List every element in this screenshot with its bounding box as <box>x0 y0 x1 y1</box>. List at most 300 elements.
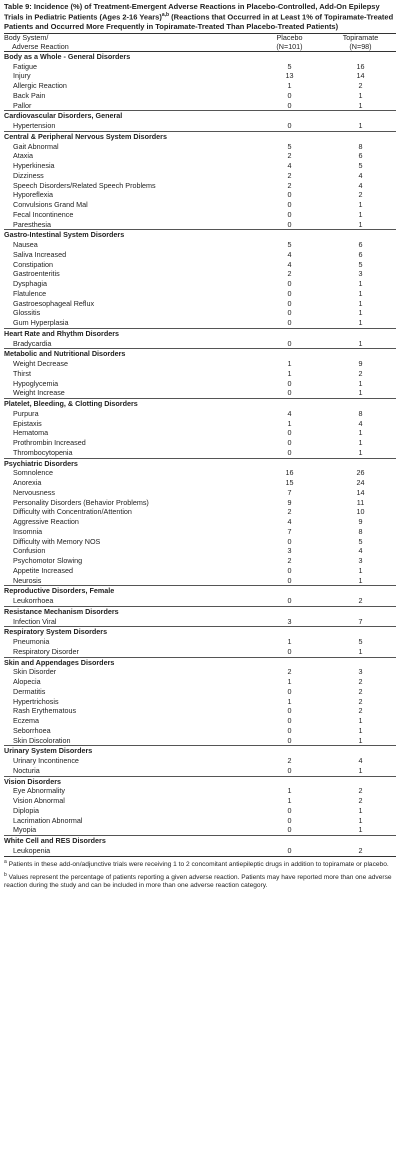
table-row <box>4 527 396 537</box>
topiramate-value: 9 <box>358 517 363 527</box>
placebo-value: 0 <box>287 190 292 200</box>
topiramate-value: 16 <box>356 61 365 71</box>
reaction-name: Infection Viral <box>13 616 57 626</box>
table-row <box>4 726 396 736</box>
topiramate-value: 1 <box>358 575 363 585</box>
section-row <box>4 458 396 468</box>
topiramate-value: 1 <box>358 765 363 775</box>
topiramate-value: 2 <box>358 786 363 796</box>
placebo-value: 2 <box>287 667 292 677</box>
placebo-value: 0 <box>287 735 292 745</box>
reaction-name: Somnolence <box>13 468 53 478</box>
reaction-name: Pallor <box>13 100 32 110</box>
table-body <box>4 51 396 856</box>
table-row <box>4 101 396 111</box>
placebo-value: 16 <box>285 468 294 478</box>
topiramate-value: 1 <box>358 90 363 100</box>
reaction-name: Seborrhoea <box>13 725 51 735</box>
reaction-name: Thirst <box>13 368 31 378</box>
placebo-value: 3 <box>287 616 292 626</box>
table-row <box>4 369 396 379</box>
section-heading: Gastro-Intestinal System Disorders <box>4 230 396 240</box>
table-row <box>4 388 396 398</box>
reaction-name: Gastroesophageal Reflux <box>13 298 95 308</box>
reaction-name: Difficulty with Concentration/Attention <box>13 507 132 517</box>
section-row <box>4 131 396 141</box>
reaction-name: Anorexia <box>13 478 42 488</box>
placebo-value: 2 <box>287 151 292 161</box>
table-row <box>4 121 396 131</box>
table-row <box>4 91 396 101</box>
table-row <box>4 677 396 687</box>
table-title <box>4 2 396 31</box>
table-row <box>4 478 396 488</box>
reaction-name: Confusion <box>13 546 46 556</box>
placebo-value: 5 <box>287 141 292 151</box>
reaction-name: Leukorrhoea <box>13 596 54 606</box>
section-row <box>4 586 396 596</box>
section-row <box>4 51 396 61</box>
reaction-name: Leukopenia <box>4 846 254 856</box>
topiramate-value: 1 <box>358 200 363 210</box>
placebo-value: 0 <box>287 536 292 546</box>
topiramate-value: 1 <box>358 825 363 835</box>
reaction-name: Constipation <box>13 259 53 269</box>
reaction-name: Rash Erythematous <box>13 706 77 716</box>
section-heading: Body as a Whole - General Disorders <box>4 51 396 61</box>
placebo-value: 0 <box>287 298 292 308</box>
table-row <box>4 756 396 766</box>
section-row <box>4 746 396 756</box>
table-row <box>4 81 396 91</box>
topiramate-value: 1 <box>358 308 363 318</box>
table-row <box>4 517 396 527</box>
placebo-value: 0 <box>287 725 292 735</box>
table-row <box>4 71 396 81</box>
table-row <box>4 647 396 657</box>
topiramate-value: 1 <box>358 438 363 448</box>
section-heading: Resistance Mechanism Disorders <box>4 606 396 616</box>
reaction-name: Hypoglycemia <box>13 378 59 388</box>
placebo-value: 1 <box>287 796 292 806</box>
topiramate-value: 1 <box>358 447 363 457</box>
reaction-name: Paresthesia <box>13 219 51 229</box>
reaction-name: Hypertension <box>13 121 56 131</box>
reaction-name: Difficulty with Memory NOS <box>13 536 101 546</box>
topiramate-value: 1 <box>358 565 363 575</box>
table-row <box>4 240 396 250</box>
table-row <box>4 448 396 458</box>
table-row <box>4 786 396 796</box>
placebo-value: 15 <box>285 478 294 488</box>
footnote-b-mark: b <box>4 871 7 878</box>
table-row <box>4 736 396 746</box>
table-row <box>4 667 396 677</box>
topiramate-value: 1 <box>358 815 363 825</box>
table-row <box>4 697 396 707</box>
topiramate-value: 9 <box>358 359 363 369</box>
placebo-value: 1 <box>287 677 292 687</box>
placebo-value: 0 <box>287 716 292 726</box>
table-row <box>4 142 396 152</box>
table-row <box>4 806 396 816</box>
topiramate-value: 2 <box>358 81 363 91</box>
placebo-value: 2 <box>287 756 292 766</box>
reaction-name: Epistaxis <box>13 418 42 428</box>
reaction-name: Thrombocytopenia <box>13 447 73 457</box>
topiramate-value: 1 <box>358 318 363 328</box>
section-heading: White Cell and RES Disorders <box>4 836 396 846</box>
placebo-value: 0 <box>287 428 292 438</box>
table-row <box>4 468 396 478</box>
table-row <box>4 190 396 200</box>
reaction-name: Convulsions Grand Mal <box>13 200 88 210</box>
table-header <box>4 34 396 52</box>
placebo-value: 0 <box>287 200 292 210</box>
footnotes <box>4 859 396 890</box>
placebo-value: 2 <box>287 180 292 190</box>
placebo-value: 0 <box>287 279 292 289</box>
table-row <box>4 181 396 191</box>
placebo-value: 5 <box>287 240 292 250</box>
reaction-name: Saliva Increased <box>13 249 67 259</box>
placebo-value: 0 <box>287 575 292 585</box>
topiramate-value: 14 <box>356 71 365 81</box>
topiramate-value: 8 <box>358 526 363 536</box>
reaction-name: Allergic Reaction <box>13 81 67 91</box>
topiramate-value: 6 <box>358 249 363 259</box>
topiramate-value: 1 <box>358 219 363 229</box>
table-row <box>4 498 396 508</box>
adverse-reactions-table <box>4 33 396 857</box>
table-row <box>4 250 396 260</box>
reaction-name: Fatigue <box>13 61 37 71</box>
topiramate-value: 1 <box>358 298 363 308</box>
reaction-name: Back Pain <box>13 90 46 100</box>
topiramate-value: 1 <box>358 100 363 110</box>
header-adverse-reaction <box>4 43 254 52</box>
section-row <box>4 606 396 616</box>
reaction-name: Urinary Incontinence <box>13 756 79 766</box>
section-heading: Cardiovascular Disorders, General <box>4 111 396 121</box>
placebo-value: 4 <box>287 408 292 418</box>
placebo-value: 4 <box>287 517 292 527</box>
reaction-name: Glossitis <box>13 308 41 318</box>
section-row <box>4 230 396 240</box>
table-row <box>4 816 396 826</box>
placebo-value: 0 <box>287 100 292 110</box>
placebo-value: 0 <box>287 308 292 318</box>
topiramate-value: 1 <box>358 378 363 388</box>
placebo-value: 13 <box>285 71 294 81</box>
section-heading: Skin and Appendages Disorders <box>4 657 396 667</box>
table-row <box>4 299 396 309</box>
placebo-value: 0 <box>287 815 292 825</box>
footnote-a-text: Patients in these add-on/adjunctive trials were receiving 1 to 2 concomitant antiepileptic drugs in addition to topiramate or placebo. <box>6 860 389 868</box>
placebo-value: 7 <box>287 526 292 536</box>
table-title-subtitle: (Reactions that Occurred in at Least 1% of Topiramate-Treated Patients and Occurred More Frequently in Topiramate-Treated Than Placebo-Treated Patients) <box>4 12 394 31</box>
table-row <box>4 279 396 289</box>
table-row <box>4 507 396 517</box>
section-heading: Vision Disorders <box>4 776 396 786</box>
table-row <box>4 210 396 220</box>
placebo-value: 0 <box>287 686 292 696</box>
table-row <box>4 687 396 697</box>
reaction-name: Bradycardia <box>13 338 52 348</box>
topiramate-value: 14 <box>356 487 365 497</box>
section-row <box>4 657 396 667</box>
topiramate-value: 5 <box>358 637 363 647</box>
topiramate-value: 3 <box>358 556 363 566</box>
reaction-name: Psychomotor Slowing <box>13 556 83 566</box>
section-row <box>4 776 396 786</box>
header-placebo-n: (N=101) <box>254 43 325 52</box>
table-row <box>4 566 396 576</box>
placebo-value: 0 <box>287 388 292 398</box>
reaction-name: Alopecia <box>13 677 41 687</box>
reaction-name: Weight Increase <box>13 388 65 398</box>
placebo-value: 0 <box>287 646 292 656</box>
table-row <box>4 359 396 369</box>
topiramate-value: 1 <box>358 338 363 348</box>
reaction-name: Skin Disorder <box>13 667 57 677</box>
reaction-name: Injury <box>13 71 31 81</box>
placebo-value: 0 <box>287 288 292 298</box>
table-row <box>4 438 396 448</box>
table-row <box>4 576 396 586</box>
reaction-name: Gum Hyperplasia <box>13 318 69 328</box>
section-row <box>4 349 396 359</box>
topiramate-value: 1 <box>358 388 363 398</box>
section-heading: Respiratory System Disorders <box>4 627 396 637</box>
reaction-name: Pneumonia <box>13 637 50 647</box>
placebo-value: 0 <box>287 219 292 229</box>
topiramate-value: 8 <box>358 408 363 418</box>
placebo-value: 0 <box>287 565 292 575</box>
reaction-name: Respiratory Disorder <box>13 646 79 656</box>
reaction-name: Purpura <box>13 408 39 418</box>
reaction-name: Eye Abnormality <box>13 786 65 796</box>
reaction-name: Aggressive Reaction <box>13 517 79 527</box>
section-row <box>4 836 396 846</box>
section-row <box>4 399 396 409</box>
reaction-name: Personality Disorders (Behavior Problems) <box>13 497 149 507</box>
placebo-value: 0 <box>287 447 292 457</box>
table-row <box>4 409 396 419</box>
topiramate-value: 2 <box>358 190 363 200</box>
table-row <box>4 537 396 547</box>
placebo-value: 0 <box>254 846 325 856</box>
topiramate-value: 2 <box>358 596 363 606</box>
placebo-value: 0 <box>287 209 292 219</box>
placebo-value: 1 <box>287 696 292 706</box>
topiramate-value: 4 <box>358 756 363 766</box>
placebo-value: 0 <box>287 825 292 835</box>
section-heading: Platelet, Bleeding, & Clotting Disorders <box>4 399 396 409</box>
topiramate-value: 4 <box>358 418 363 428</box>
topiramate-value: 11 <box>356 497 365 507</box>
topiramate-value: 6 <box>358 240 363 250</box>
reaction-name: Eczema <box>13 716 39 726</box>
topiramate-value: 4 <box>358 546 363 556</box>
table-row <box>4 62 396 72</box>
section-heading: Metabolic and Nutritional Disorders <box>4 349 396 359</box>
section-heading: Central & Peripheral Nervous System Disorders <box>4 131 396 141</box>
placebo-value: 0 <box>287 805 292 815</box>
table-row <box>4 379 396 389</box>
table-row <box>4 419 396 429</box>
topiramate-value: 1 <box>358 428 363 438</box>
reaction-name: Neurosis <box>13 575 42 585</box>
reaction-name: Dermatitis <box>13 686 46 696</box>
placebo-value: 4 <box>287 161 292 171</box>
topiramate-value: 2 <box>358 686 363 696</box>
placebo-value: 4 <box>287 259 292 269</box>
header-adverse-reaction-text: Adverse Reaction <box>12 41 69 51</box>
footnote-b <box>4 872 396 890</box>
reaction-name: Insomnia <box>13 526 43 536</box>
table-title-footnote-marks: a,b <box>161 12 170 19</box>
table-row <box>4 161 396 171</box>
header-body-system: Body System/ <box>4 34 254 43</box>
topiramate-value: 2 <box>358 677 363 687</box>
topiramate-value: 1 <box>358 209 363 219</box>
table-row <box>4 617 396 627</box>
topiramate-value: 8 <box>358 141 363 151</box>
table-row <box>4 766 396 776</box>
topiramate-value: 5 <box>358 259 363 269</box>
reaction-name: Dysphagia <box>13 279 47 289</box>
table-row <box>4 308 396 318</box>
placebo-value: 5 <box>287 61 292 71</box>
placebo-value: 0 <box>287 765 292 775</box>
placebo-value: 0 <box>287 378 292 388</box>
placebo-value: 1 <box>287 368 292 378</box>
table-row <box>4 220 396 230</box>
topiramate-value: 3 <box>358 667 363 677</box>
placebo-value: 7 <box>287 487 292 497</box>
topiramate-value: 1 <box>358 121 363 131</box>
placebo-value: 0 <box>287 596 292 606</box>
topiramate-value: 1 <box>358 288 363 298</box>
topiramate-value: 1 <box>358 725 363 735</box>
reaction-name: Hyporeflexia <box>13 190 53 200</box>
table-row <box>4 488 396 498</box>
reaction-name: Nausea <box>13 240 38 250</box>
table-row <box>4 339 396 349</box>
topiramate-value: 1 <box>358 805 363 815</box>
reaction-name: Lacrimation Abnormal <box>13 815 83 825</box>
table-row <box>4 200 396 210</box>
table-title-text: Table 9: Incidence (%) of Treatment-Emergent Adverse Reactions in Placebo-Controlled, Add-On Epilepsy Trials in Pediatric Patients (Ages 2-16 Years) <box>4 2 380 22</box>
table-row <box>4 706 396 716</box>
topiramate-value: 2 <box>325 846 396 856</box>
topiramate-value: 2 <box>358 706 363 716</box>
topiramate-value: 6 <box>358 151 363 161</box>
table-row <box>4 260 396 270</box>
reaction-name: Myopia <box>13 825 37 835</box>
reaction-name: Hematoma <box>13 428 49 438</box>
topiramate-value: 10 <box>356 507 365 517</box>
topiramate-value: 1 <box>358 279 363 289</box>
reaction-name: Speech Disorders/Related Speech Problems <box>13 180 156 190</box>
section-row <box>4 111 396 121</box>
table-row <box>4 796 396 806</box>
topiramate-value: 4 <box>358 180 363 190</box>
topiramate-value: 2 <box>358 796 363 806</box>
placebo-value: 2 <box>287 507 292 517</box>
footnote-a-mark: a <box>4 858 7 865</box>
section-heading: Heart Rate and Rhythm Disorders <box>4 328 396 338</box>
footnote-a <box>4 859 396 869</box>
table-row <box>4 151 396 161</box>
section-row <box>4 627 396 637</box>
placebo-value: 2 <box>287 170 292 180</box>
placebo-value: 0 <box>287 121 292 131</box>
header-topiramate-n: (N=98) <box>325 43 396 52</box>
section-heading: Reproductive Disorders, Female <box>4 586 396 596</box>
topiramate-value: 26 <box>356 468 365 478</box>
table-row <box>4 428 396 438</box>
placebo-value: 9 <box>287 497 292 507</box>
footnote-b-text: Values represent the percentage of patients reporting a given adverse reaction. Patients may have reported more than one adverse reaction during the study and can be included in more than one adverse reaction category. <box>4 873 392 889</box>
topiramate-value: 2 <box>358 696 363 706</box>
header-topiramate: Topiramate <box>325 34 396 43</box>
placebo-value: 1 <box>287 637 292 647</box>
section-heading: Urinary System Disorders <box>4 746 396 756</box>
reaction-name: Hypertrichosis <box>13 696 59 706</box>
topiramate-value: 4 <box>358 170 363 180</box>
placebo-value: 2 <box>287 556 292 566</box>
topiramate-value: 5 <box>358 161 363 171</box>
reaction-name: Weight Decrease <box>13 359 68 369</box>
table-row <box>4 289 396 299</box>
placebo-value: 2 <box>287 269 292 279</box>
topiramate-value: 7 <box>358 616 363 626</box>
placebo-value: 0 <box>287 338 292 348</box>
table-row <box>4 269 396 279</box>
reaction-name: Dizziness <box>13 170 44 180</box>
reaction-name: Nervousness <box>13 487 55 497</box>
placebo-value: 0 <box>287 90 292 100</box>
topiramate-value: 2 <box>358 368 363 378</box>
table-row <box>4 318 396 328</box>
table-row <box>4 637 396 647</box>
placebo-value: 1 <box>287 359 292 369</box>
table-row <box>4 716 396 726</box>
placebo-value: 1 <box>287 418 292 428</box>
reaction-name: Fecal Incontinence <box>13 209 74 219</box>
topiramate-value: 1 <box>358 735 363 745</box>
placebo-value: 3 <box>287 546 292 556</box>
table-row <box>4 556 396 566</box>
reaction-name: Diplopia <box>13 805 39 815</box>
table-row <box>4 846 396 856</box>
header-placebo: Placebo <box>254 34 325 43</box>
placebo-value: 1 <box>287 81 292 91</box>
section-heading: Psychiatric Disorders <box>4 458 396 468</box>
reaction-name: Nocturia <box>13 765 40 775</box>
topiramate-value: 5 <box>358 536 363 546</box>
reaction-name: Flatulence <box>13 288 47 298</box>
reaction-name: Gait Abnormal <box>13 141 59 151</box>
placebo-value: 1 <box>287 786 292 796</box>
placebo-value: 0 <box>287 438 292 448</box>
reaction-name: Gastroenteritis <box>13 269 60 279</box>
table-row <box>4 596 396 606</box>
placebo-value: 0 <box>287 706 292 716</box>
topiramate-value: 24 <box>356 478 365 488</box>
